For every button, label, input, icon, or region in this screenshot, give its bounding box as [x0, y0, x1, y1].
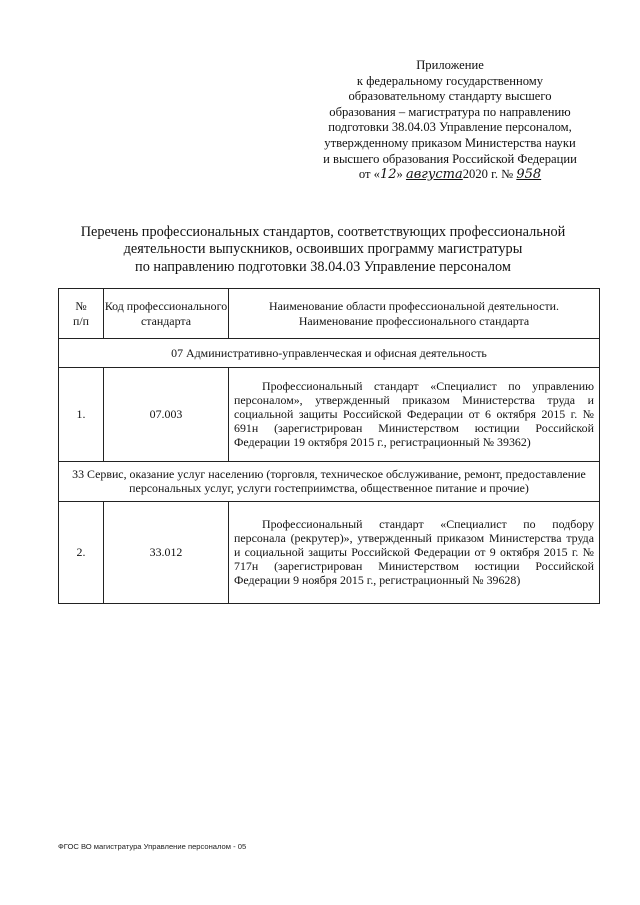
- standard-code: 07.003: [104, 368, 229, 462]
- order-year: 2020 г. №: [462, 167, 514, 182]
- title-line: Перечень профессиональных стандартов, соответствующих профессиональной: [80, 224, 566, 240]
- header-number-sign: №: [75, 299, 87, 314]
- header-number-abbr: п/п: [72, 313, 90, 328]
- row-number: 1.: [59, 368, 104, 462]
- order-date-line: [300, 167, 600, 183]
- appendix-line: утвержденному приказом Министерства науки: [324, 135, 576, 150]
- title-line: по направлению подготовки 38.04.03 Управление персоналом: [135, 258, 511, 275]
- table-row: [59, 368, 600, 462]
- page-footer: ФГОС ВО магистратура Управление персоналом - 05: [58, 842, 247, 851]
- table-row: [59, 502, 600, 604]
- standard-description: Профессиональный стандарт «Специалист по подбору персонала (рекрутер)», утвержденный приказом Министерства труда и социальной защиты Российской Федерации от 9 октября 2015 г. № 717н (зарегистрирован Министерством юстиции Российской Федерации 9 ноября 2015 г., регистрационный № 39628): [229, 502, 600, 604]
- standard-code: 33.012: [104, 502, 229, 604]
- header-name: [229, 289, 600, 339]
- appendix-line: к федеральному государственному: [356, 73, 544, 88]
- appendix-line: образовательному стандарту высшего: [348, 89, 552, 104]
- appendix-line: образования – магистратура по направлению: [329, 104, 571, 119]
- document-title: [40, 224, 606, 276]
- section-row: [59, 339, 600, 368]
- handwritten-day: 12: [379, 167, 397, 183]
- appendix-line: и высшего образования Российской Федерации: [323, 151, 577, 166]
- header-name-line: Наименование области профессиональной деятельности.: [269, 299, 559, 314]
- header-name-line: Наименование профессионального стандарта: [298, 313, 530, 328]
- section-row: [59, 462, 600, 502]
- handwritten-order-number: 958: [516, 167, 542, 183]
- row-number: 2.: [59, 502, 104, 604]
- header-number: [59, 289, 104, 339]
- section-title: 33 Сервис, оказание услуг населению (торговля, техническое обслуживание, ремонт, предоставление персональных услуг, услуги гостеприимства, общественное питание и прочие): [59, 462, 600, 502]
- handwritten-month: августа: [405, 167, 463, 183]
- order-mid: »: [396, 167, 406, 182]
- order-prefix: от «: [358, 167, 380, 182]
- title-line: деятельности выпускников, освоивших программу магистратуры: [123, 241, 523, 258]
- standard-description: Профессиональный стандарт «Специалист по управлению персоналом», утвержденный приказом Министерства труда и социальной защиты Российской Федерации от 6 октября 2015 г. № 691н (зарегистрирован Министерством юстиции Российской Федерации 19 октября 2015 г., регистрационный № 39362): [229, 368, 600, 462]
- appendix-line: подготовки 38.04.03 Управление персоналом,: [328, 120, 572, 135]
- appendix-line: Приложение: [416, 58, 484, 72]
- section-title: 07 Административно-управленческая и офисная деятельность: [59, 339, 600, 368]
- header-code: Код профессионального стандарта: [104, 289, 229, 339]
- standards-table: [58, 288, 600, 604]
- table-header-row: [59, 289, 600, 339]
- appendix-block: [300, 58, 600, 183]
